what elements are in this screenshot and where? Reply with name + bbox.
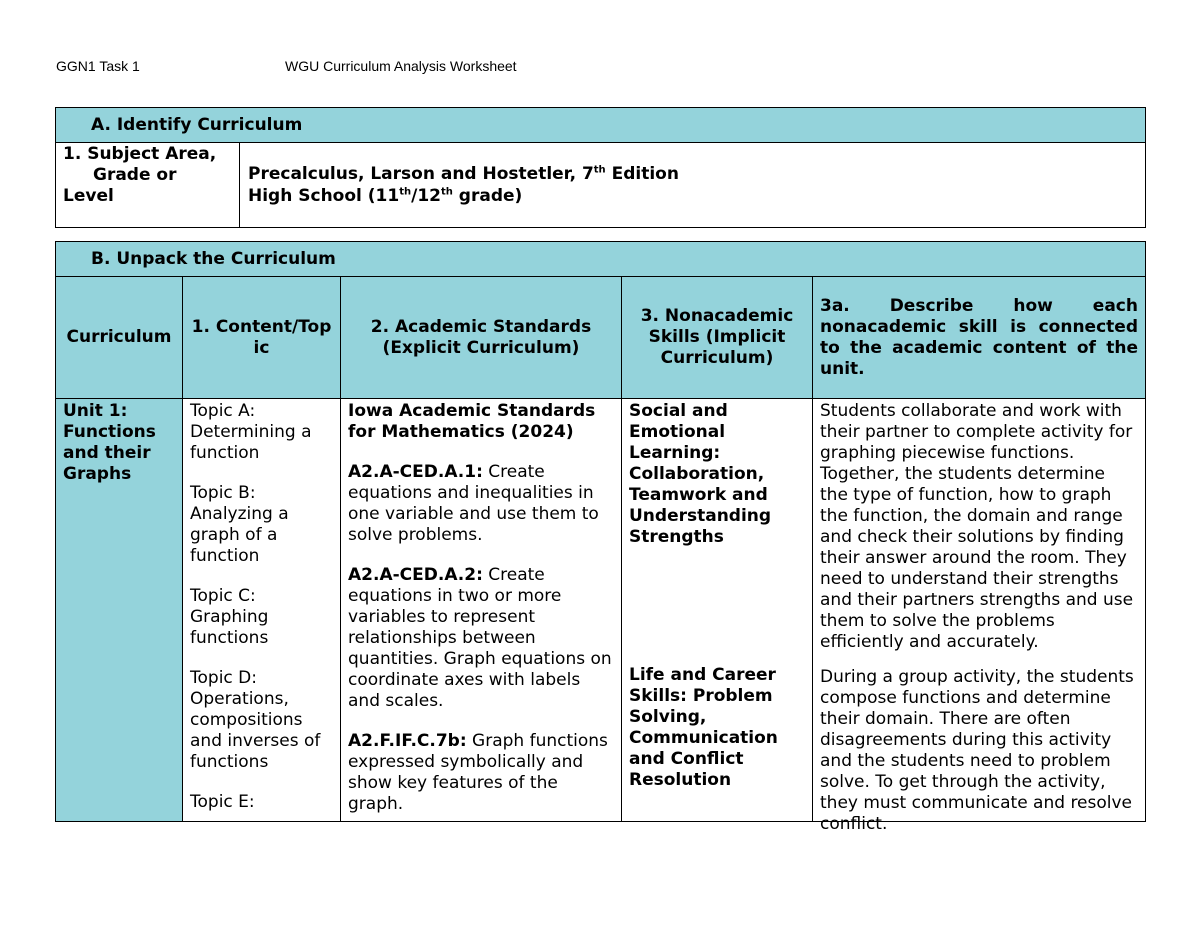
section-a-title: A. Identify Curriculum bbox=[56, 108, 1146, 143]
describe-cell bbox=[813, 399, 1146, 834]
standard-item: A2.F.IF.C.7b: Graph functions expressed symbolically and show key features of the graph. bbox=[348, 731, 608, 814]
topic-item: Topic B: Analyzing a graph of a function bbox=[190, 483, 289, 566]
document-task-label: GGN1 Task 1 bbox=[56, 58, 140, 74]
section-b-title: B. Unpack the Curriculum bbox=[56, 242, 1146, 277]
column-header-curriculum: Curriculum bbox=[56, 277, 183, 399]
skill-item: Social and Emotional Learning: Collaboration, Teamwork and Understanding Strengths bbox=[629, 401, 772, 547]
column-header-content-topic: 1. Content/Topic bbox=[183, 277, 341, 399]
topic-item: Topic C: Graphing functions bbox=[190, 586, 269, 648]
course-name: Precalculus, Larson and Hostetler, 7th Edition bbox=[248, 164, 679, 184]
course-info bbox=[240, 143, 1146, 228]
topic-item: Topic A: Determining a function bbox=[190, 401, 312, 463]
standard-item: A2.A-CED.A.2: Create equations in two or more variables to represent relationships between quantities. Graph equations on coordinate axes with labels and scales. bbox=[348, 565, 612, 711]
document-title: WGU Curriculum Analysis Worksheet bbox=[285, 58, 517, 74]
standards-cell bbox=[341, 399, 622, 822]
standard-item: A2.A-CED.A.1: Create equations and inequalities in one variable and use them to solve problems. bbox=[348, 462, 599, 545]
subject-area-label: 1. Subject Area, Grade or Level bbox=[56, 143, 240, 228]
topic-item: Topic E: bbox=[190, 792, 255, 812]
describe-paragraph: During a group activity, the students compose functions and determine their domain. There are often disagreements during this activity and the students need to problem solve. To get through the activity, they must communicate and resolve conflict. bbox=[820, 667, 1134, 834]
standards-heading: Iowa Academic Standards for Mathematics (2024) bbox=[348, 401, 596, 442]
column-header-academic-standards: 2. Academic Standards (Explicit Curriculum) bbox=[341, 277, 622, 399]
column-header-nonacademic-skills: 3. Nonacademic Skills (Implicit Curriculum) bbox=[622, 277, 813, 399]
topic-item: Topic D: Operations, compositions and inverses of functions bbox=[190, 668, 321, 772]
unit-name: Unit 1: Functions and their Graphs bbox=[56, 399, 183, 822]
topics-cell bbox=[183, 399, 341, 822]
unpack-curriculum-table bbox=[55, 241, 1146, 834]
column-header-describe: 3a. Describe how each nonacademic skill is connected to the academic content of the unit. bbox=[813, 277, 1146, 399]
identify-curriculum-table bbox=[55, 107, 1146, 228]
grade-level: High School (11th/12th grade) bbox=[248, 186, 523, 206]
skill-item: Life and Career Skills: Problem Solving, Communication and Conflict Resolution bbox=[629, 665, 778, 790]
skills-cell bbox=[622, 399, 813, 822]
describe-paragraph: Students collaborate and work with their partner to complete activity for graphing piecewise functions. Together, the students determine the type of function, how to graph the function, the domain and range and check their solutions by finding their answer around the room. They need to understand their strengths and their partners strengths and use them to solve the problems efficiently and accurately. bbox=[820, 401, 1134, 652]
